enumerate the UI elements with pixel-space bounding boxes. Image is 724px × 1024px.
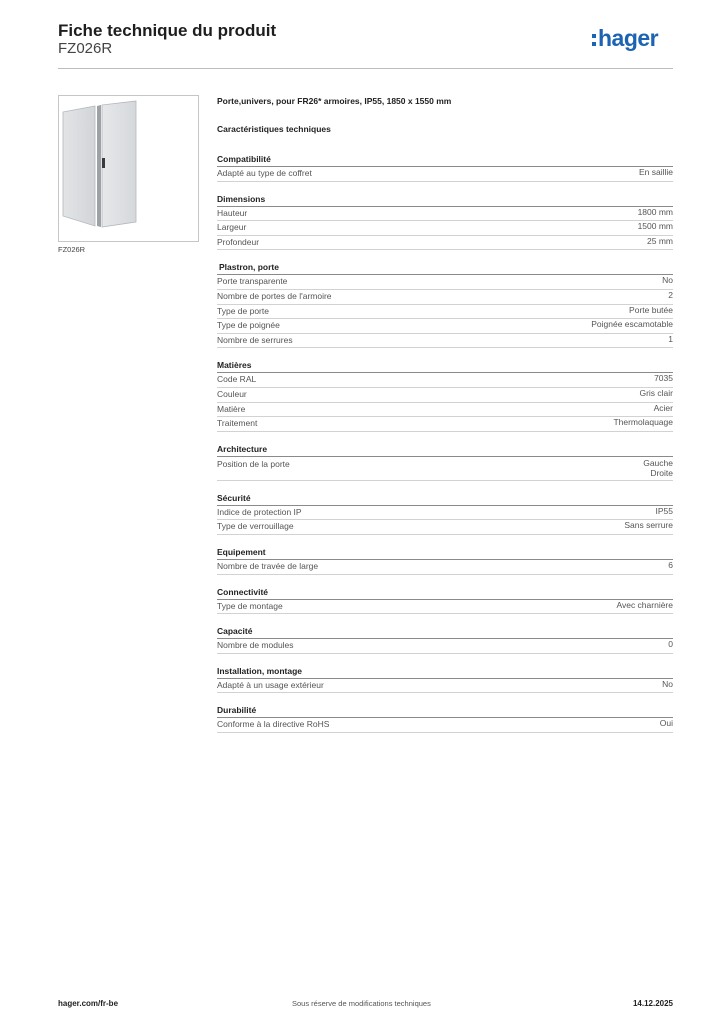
spec-label: Type de porte	[217, 305, 269, 316]
spec-value	[668, 639, 673, 650]
spec-value	[639, 388, 673, 399]
spec-value-line: IP55	[655, 505, 673, 516]
spec-value	[668, 334, 673, 345]
section-title: Capacité	[217, 625, 673, 639]
spec-row	[217, 207, 673, 222]
spec-row	[217, 520, 673, 535]
spec-value-line: 1800 mm	[637, 206, 673, 217]
spec-label: Profondeur	[217, 236, 260, 247]
spec-value-line: 2	[668, 289, 673, 300]
section-title: Dimensions	[217, 193, 673, 207]
spec-value-line: Gris clair	[639, 387, 673, 398]
spec-value	[591, 319, 673, 330]
spec-row	[217, 290, 673, 305]
spec-label: Nombre de serrures	[217, 334, 293, 345]
spec-row	[217, 639, 673, 654]
spec-row	[217, 679, 673, 694]
spec-row	[217, 221, 673, 236]
spec-row	[217, 275, 673, 290]
spec-label: Largeur	[217, 222, 247, 233]
spec-content	[217, 95, 673, 744]
spec-value	[616, 600, 673, 611]
spec-value	[668, 560, 673, 571]
spec-label: Matière	[217, 403, 246, 414]
spec-label: Nombre de portes de l'armoire	[217, 290, 332, 301]
spec-label: Position de la porte	[217, 458, 290, 469]
section-title: Equipement	[217, 546, 673, 560]
spec-section	[217, 665, 673, 694]
product-image-caption: FZ026R	[58, 245, 86, 254]
spec-section	[217, 153, 673, 182]
hager-logo	[592, 27, 658, 50]
spec-value-line: Oui	[659, 718, 673, 729]
spec-label: Hauteur	[217, 207, 248, 218]
spec-value-line: 0	[668, 639, 673, 650]
spec-row	[217, 600, 673, 615]
spec-row	[217, 373, 673, 388]
spec-value-line: 6	[668, 559, 673, 570]
spec-value-line: Acier	[653, 402, 673, 413]
section-title: Sécurité	[217, 492, 673, 506]
spec-value-line: Droite	[650, 468, 673, 479]
header-divider	[58, 68, 673, 69]
spec-section	[217, 546, 673, 575]
section-title: Matières	[217, 359, 673, 373]
spec-sections	[217, 153, 673, 733]
product-image	[58, 95, 199, 242]
spec-row	[217, 457, 673, 481]
spec-row	[217, 167, 673, 182]
footer-date: 14.12.2025	[632, 999, 673, 1008]
spec-value	[624, 520, 673, 531]
section-title: Plastron, porte	[217, 261, 673, 275]
spec-value-line: 25 mm	[647, 235, 673, 246]
spec-label: Traitement	[217, 418, 258, 429]
spec-value-line: 7035	[654, 373, 673, 384]
spec-value	[613, 417, 673, 428]
spec-value	[656, 506, 674, 517]
spec-value-line: Sans serrure	[624, 520, 673, 531]
spec-value	[638, 207, 673, 218]
spec-value-line: 1	[668, 333, 673, 344]
spec-value	[647, 236, 673, 247]
spec-value	[662, 275, 673, 286]
section-title: Compatibilité	[217, 153, 673, 167]
product-code: FZ026R	[58, 40, 113, 57]
spec-row	[217, 319, 673, 334]
spec-section	[217, 625, 673, 654]
section-title: Installation, montage	[217, 665, 673, 679]
spec-label: Type de verrouillage	[217, 521, 294, 532]
spec-value-line: No	[662, 275, 673, 286]
section-title: Durabilité	[217, 704, 673, 718]
spec-row	[217, 718, 673, 733]
spec-label: Adapté au type de coffret	[217, 168, 312, 178]
double-door-cabinet-icon	[59, 96, 198, 241]
spec-value	[639, 167, 673, 178]
footer-disclaimer: Sous réserve de modifications techniques	[292, 999, 431, 1008]
spec-label: Code RAL	[217, 374, 257, 385]
section-title: Architecture	[217, 443, 673, 457]
spec-row	[217, 305, 673, 320]
page-title: Fiche technique du produit	[58, 21, 277, 40]
spec-label: Conforme à la directive RoHS	[217, 719, 330, 730]
spec-section	[217, 443, 673, 481]
spec-label: Indice de protection IP	[217, 506, 302, 517]
characteristics-heading: Caractéristiques techniques	[217, 124, 331, 134]
spec-value-line: 1500 mm	[637, 221, 673, 232]
spec-section	[217, 492, 673, 535]
spec-label: Porte transparente	[217, 276, 288, 287]
spec-row	[217, 417, 673, 432]
spec-section	[217, 359, 673, 431]
spec-value	[654, 403, 673, 414]
spec-value-line: Avec charnière	[616, 599, 673, 610]
spec-value	[654, 373, 673, 384]
logo-text: hager	[598, 25, 659, 51]
footer-website: hager.com/fr-be	[58, 999, 119, 1008]
spec-section	[217, 586, 673, 615]
spec-value-line: Gauche	[643, 457, 673, 468]
spec-value-line: Poignée escamotable	[591, 319, 673, 330]
section-title: Connectivité	[217, 586, 673, 600]
spec-row	[217, 334, 673, 349]
spec-label: Nombre de travée de large	[217, 560, 319, 571]
spec-label: Type de montage	[217, 600, 283, 611]
spec-section	[217, 261, 673, 348]
spec-section	[217, 193, 673, 251]
spec-row	[217, 236, 673, 251]
spec-row	[217, 506, 673, 521]
spec-value	[662, 679, 673, 690]
spec-value	[660, 718, 673, 729]
spec-value	[629, 305, 673, 316]
spec-value	[643, 458, 673, 479]
spec-label: Adapté à un usage extérieur	[217, 679, 324, 690]
logo-dots-icon	[592, 34, 596, 46]
spec-row	[217, 403, 673, 418]
spec-value-line: Thermolaquage	[613, 417, 673, 428]
spec-value-line: Porte butée	[629, 304, 673, 315]
spec-section	[217, 704, 673, 733]
product-description: Porte,univers, pour FR26* armoires, IP55, 1850 x 1550 mm	[217, 96, 452, 106]
spec-label: Type de poignée	[217, 320, 280, 331]
spec-row	[217, 560, 673, 575]
spec-value	[638, 221, 673, 232]
spec-value-line: No	[662, 678, 673, 689]
spec-row	[217, 388, 673, 403]
spec-label: Nombre de modules	[217, 640, 294, 651]
spec-value	[668, 290, 673, 301]
spec-value-line: En saillie	[638, 167, 673, 177]
spec-label: Couleur	[217, 388, 247, 399]
